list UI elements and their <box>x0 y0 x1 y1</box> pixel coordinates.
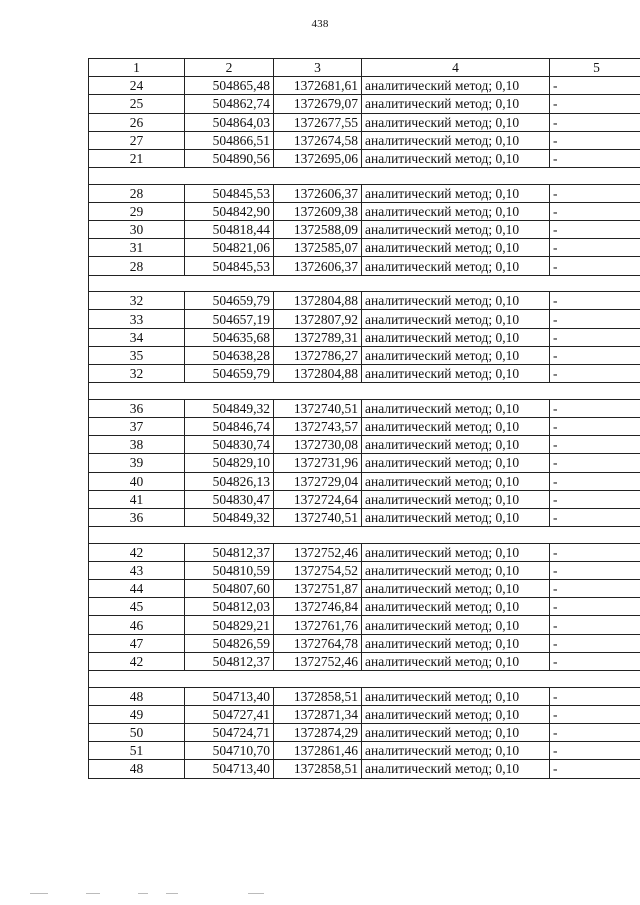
table-header-row <box>89 59 640 77</box>
page-number: 438 <box>311 18 329 30</box>
table-row <box>89 328 640 346</box>
y-coordinate-cell: 1372681,61 <box>274 77 362 95</box>
note-cell: - <box>550 436 640 454</box>
y-coordinate-cell: 1372609,38 <box>274 202 362 220</box>
y-coordinate-cell: 1372786,27 <box>274 346 362 364</box>
note-cell: - <box>550 365 640 383</box>
method-accuracy-cell: аналитический метод; 0,10 <box>362 310 550 328</box>
y-coordinate-cell: 1372789,31 <box>274 328 362 346</box>
point-number-cell: 42 <box>89 543 185 561</box>
point-number-cell: 32 <box>89 292 185 310</box>
method-accuracy-cell: аналитический метод; 0,10 <box>362 239 550 257</box>
point-number-cell: 27 <box>89 131 185 149</box>
method-accuracy-cell: аналитический метод; 0,10 <box>362 257 550 275</box>
method-accuracy-cell: аналитический метод; 0,10 <box>362 705 550 723</box>
note-cell: - <box>550 292 640 310</box>
note-cell: - <box>550 490 640 508</box>
note-cell: - <box>550 399 640 417</box>
method-accuracy-cell: аналитический метод; 0,10 <box>362 543 550 561</box>
note-cell: - <box>550 598 640 616</box>
x-coordinate-cell: 504810,59 <box>185 561 274 579</box>
note-cell: - <box>550 687 640 705</box>
header-cell-2: 2 <box>185 59 274 77</box>
table-row <box>89 221 640 239</box>
x-coordinate-cell: 504849,32 <box>185 399 274 417</box>
y-coordinate-cell: 1372606,37 <box>274 257 362 275</box>
x-coordinate-cell: 504826,59 <box>185 634 274 652</box>
note-cell: - <box>550 634 640 652</box>
x-coordinate-cell: 504710,70 <box>185 742 274 760</box>
x-coordinate-cell: 504638,28 <box>185 346 274 364</box>
y-coordinate-cell: 1372752,46 <box>274 652 362 670</box>
group-separator-row <box>89 527 640 544</box>
method-accuracy-cell: аналитический метод; 0,10 <box>362 742 550 760</box>
group-separator-row <box>89 168 640 185</box>
separator-cell <box>89 383 640 400</box>
y-coordinate-cell: 1372740,51 <box>274 508 362 526</box>
x-coordinate-cell: 504842,90 <box>185 202 274 220</box>
y-coordinate-cell: 1372858,51 <box>274 687 362 705</box>
point-number-cell: 35 <box>89 346 185 364</box>
point-number-cell: 32 <box>89 365 185 383</box>
table-row <box>89 417 640 435</box>
method-accuracy-cell: аналитический метод; 0,10 <box>362 328 550 346</box>
method-accuracy-cell: аналитический метод; 0,10 <box>362 436 550 454</box>
table-row <box>89 652 640 670</box>
table-row <box>89 239 640 257</box>
point-number-cell: 26 <box>89 113 185 131</box>
x-coordinate-cell: 504862,74 <box>185 95 274 113</box>
method-accuracy-cell: аналитический метод; 0,10 <box>362 149 550 167</box>
y-coordinate-cell: 1372740,51 <box>274 399 362 417</box>
y-coordinate-cell: 1372746,84 <box>274 598 362 616</box>
point-number-cell: 46 <box>89 616 185 634</box>
group-separator-row <box>89 275 640 292</box>
table-row <box>89 184 640 202</box>
point-number-cell: 30 <box>89 221 185 239</box>
note-cell: - <box>550 310 640 328</box>
method-accuracy-cell: аналитический метод; 0,10 <box>362 417 550 435</box>
y-coordinate-cell: 1372761,76 <box>274 616 362 634</box>
table-row <box>89 454 640 472</box>
y-coordinate-cell: 1372585,07 <box>274 239 362 257</box>
x-coordinate-cell: 504830,74 <box>185 436 274 454</box>
note-cell: - <box>550 561 640 579</box>
point-number-cell: 48 <box>89 687 185 705</box>
header-cell-1: 1 <box>89 59 185 77</box>
method-accuracy-cell: аналитический метод; 0,10 <box>362 221 550 239</box>
point-number-cell: 39 <box>89 454 185 472</box>
point-number-cell: 48 <box>89 760 185 778</box>
x-coordinate-cell: 504812,03 <box>185 598 274 616</box>
y-coordinate-cell: 1372743,57 <box>274 417 362 435</box>
note-cell: - <box>550 508 640 526</box>
method-accuracy-cell: аналитический метод; 0,10 <box>362 598 550 616</box>
table-row <box>89 508 640 526</box>
table-row <box>89 561 640 579</box>
method-accuracy-cell: аналитический метод; 0,10 <box>362 113 550 131</box>
point-number-cell: 36 <box>89 399 185 417</box>
note-cell: - <box>550 723 640 741</box>
y-coordinate-cell: 1372861,46 <box>274 742 362 760</box>
table-row <box>89 149 640 167</box>
x-coordinate-cell: 504846,74 <box>185 417 274 435</box>
note-cell: - <box>550 77 640 95</box>
x-coordinate-cell: 504830,47 <box>185 490 274 508</box>
note-cell: - <box>550 239 640 257</box>
table-row <box>89 490 640 508</box>
table-row <box>89 399 640 417</box>
table-row <box>89 580 640 598</box>
x-coordinate-cell: 504829,21 <box>185 616 274 634</box>
method-accuracy-cell: аналитический метод; 0,10 <box>362 131 550 149</box>
table-row <box>89 346 640 364</box>
x-coordinate-cell: 504659,79 <box>185 292 274 310</box>
table-row <box>89 598 640 616</box>
point-number-cell: 45 <box>89 598 185 616</box>
point-number-cell: 44 <box>89 580 185 598</box>
y-coordinate-cell: 1372751,87 <box>274 580 362 598</box>
table-row <box>89 472 640 490</box>
table-row <box>89 436 640 454</box>
y-coordinate-cell: 1372804,88 <box>274 292 362 310</box>
note-cell: - <box>550 652 640 670</box>
y-coordinate-cell: 1372807,92 <box>274 310 362 328</box>
method-accuracy-cell: аналитический метод; 0,10 <box>362 723 550 741</box>
note-cell: - <box>550 742 640 760</box>
note-cell: - <box>550 472 640 490</box>
x-coordinate-cell: 504713,40 <box>185 760 274 778</box>
note-cell: - <box>550 328 640 346</box>
x-coordinate-cell: 504812,37 <box>185 652 274 670</box>
x-coordinate-cell: 504829,10 <box>185 454 274 472</box>
method-accuracy-cell: аналитический метод; 0,10 <box>362 454 550 472</box>
table-row <box>89 257 640 275</box>
point-number-cell: 34 <box>89 328 185 346</box>
x-coordinate-cell: 504724,71 <box>185 723 274 741</box>
table-row <box>89 95 640 113</box>
y-coordinate-cell: 1372874,29 <box>274 723 362 741</box>
table-row <box>89 131 640 149</box>
y-coordinate-cell: 1372754,52 <box>274 561 362 579</box>
y-coordinate-cell: 1372731,96 <box>274 454 362 472</box>
x-coordinate-cell: 504657,19 <box>185 310 274 328</box>
y-coordinate-cell: 1372695,06 <box>274 149 362 167</box>
table-row <box>89 760 640 778</box>
separator-cell <box>89 671 640 688</box>
method-accuracy-cell: аналитический метод; 0,10 <box>362 508 550 526</box>
y-coordinate-cell: 1372858,51 <box>274 760 362 778</box>
method-accuracy-cell: аналитический метод; 0,10 <box>362 616 550 634</box>
note-cell: - <box>550 113 640 131</box>
method-accuracy-cell: аналитический метод; 0,10 <box>362 472 550 490</box>
y-coordinate-cell: 1372730,08 <box>274 436 362 454</box>
method-accuracy-cell: аналитический метод; 0,10 <box>362 580 550 598</box>
y-coordinate-cell: 1372871,34 <box>274 705 362 723</box>
x-coordinate-cell: 504659,79 <box>185 365 274 383</box>
method-accuracy-cell: аналитический метод; 0,10 <box>362 292 550 310</box>
x-coordinate-cell: 504826,13 <box>185 472 274 490</box>
table-row <box>89 543 640 561</box>
point-number-cell: 38 <box>89 436 185 454</box>
table-row <box>89 616 640 634</box>
x-coordinate-cell: 504845,53 <box>185 257 274 275</box>
point-number-cell: 36 <box>89 508 185 526</box>
point-number-cell: 25 <box>89 95 185 113</box>
note-cell: - <box>550 221 640 239</box>
point-number-cell: 47 <box>89 634 185 652</box>
y-coordinate-cell: 1372588,09 <box>274 221 362 239</box>
y-coordinate-cell: 1372606,37 <box>274 184 362 202</box>
header-cell-4: 4 <box>362 59 550 77</box>
note-cell: - <box>550 543 640 561</box>
table-row <box>89 310 640 328</box>
x-coordinate-cell: 504807,60 <box>185 580 274 598</box>
table-row <box>89 292 640 310</box>
note-cell: - <box>550 580 640 598</box>
point-number-cell: 28 <box>89 257 185 275</box>
x-coordinate-cell: 504890,56 <box>185 149 274 167</box>
method-accuracy-cell: аналитический метод; 0,10 <box>362 365 550 383</box>
note-cell: - <box>550 346 640 364</box>
table-body <box>89 59 640 779</box>
point-number-cell: 33 <box>89 310 185 328</box>
point-number-cell: 28 <box>89 184 185 202</box>
method-accuracy-cell: аналитический метод; 0,10 <box>362 561 550 579</box>
x-coordinate-cell: 504865,48 <box>185 77 274 95</box>
table-row <box>89 634 640 652</box>
group-separator-row <box>89 383 640 400</box>
table-row <box>89 705 640 723</box>
point-number-cell: 37 <box>89 417 185 435</box>
table-row <box>89 77 640 95</box>
method-accuracy-cell: аналитический метод; 0,10 <box>362 202 550 220</box>
point-number-cell: 24 <box>89 77 185 95</box>
table-row <box>89 365 640 383</box>
separator-cell <box>89 275 640 292</box>
table-row <box>89 723 640 741</box>
note-cell: - <box>550 202 640 220</box>
x-coordinate-cell: 504812,37 <box>185 543 274 561</box>
y-coordinate-cell: 1372764,78 <box>274 634 362 652</box>
point-number-cell: 31 <box>89 239 185 257</box>
y-coordinate-cell: 1372677,55 <box>274 113 362 131</box>
table-row <box>89 687 640 705</box>
y-coordinate-cell: 1372679,07 <box>274 95 362 113</box>
separator-cell <box>89 527 640 544</box>
method-accuracy-cell: аналитический метод; 0,10 <box>362 687 550 705</box>
table-row <box>89 113 640 131</box>
point-number-cell: 21 <box>89 149 185 167</box>
point-number-cell: 43 <box>89 561 185 579</box>
x-coordinate-cell: 504818,44 <box>185 221 274 239</box>
y-coordinate-cell: 1372729,04 <box>274 472 362 490</box>
point-number-cell: 41 <box>89 490 185 508</box>
table-row <box>89 742 640 760</box>
point-number-cell: 50 <box>89 723 185 741</box>
note-cell: - <box>550 760 640 778</box>
point-number-cell: 49 <box>89 705 185 723</box>
y-coordinate-cell: 1372752,46 <box>274 543 362 561</box>
y-coordinate-cell: 1372724,64 <box>274 490 362 508</box>
x-coordinate-cell: 504845,53 <box>185 184 274 202</box>
note-cell: - <box>550 257 640 275</box>
note-cell: - <box>550 705 640 723</box>
method-accuracy-cell: аналитический метод; 0,10 <box>362 634 550 652</box>
header-cell-5: 5 <box>550 59 640 77</box>
x-coordinate-cell: 504727,41 <box>185 705 274 723</box>
method-accuracy-cell: аналитический метод; 0,10 <box>362 652 550 670</box>
method-accuracy-cell: аналитический метод; 0,10 <box>362 399 550 417</box>
x-coordinate-cell: 504866,51 <box>185 131 274 149</box>
x-coordinate-cell: 504849,32 <box>185 508 274 526</box>
group-separator-row <box>89 671 640 688</box>
method-accuracy-cell: аналитический метод; 0,10 <box>362 760 550 778</box>
method-accuracy-cell: аналитический метод; 0,10 <box>362 346 550 364</box>
note-cell: - <box>550 417 640 435</box>
note-cell: - <box>550 184 640 202</box>
header-cell-3: 3 <box>274 59 362 77</box>
method-accuracy-cell: аналитический метод; 0,10 <box>362 184 550 202</box>
y-coordinate-cell: 1372804,88 <box>274 365 362 383</box>
footer-scan-marks <box>30 893 290 897</box>
coordinates-table <box>88 58 640 779</box>
table-row <box>89 202 640 220</box>
note-cell: - <box>550 131 640 149</box>
note-cell: - <box>550 616 640 634</box>
y-coordinate-cell: 1372674,58 <box>274 131 362 149</box>
point-number-cell: 51 <box>89 742 185 760</box>
note-cell: - <box>550 95 640 113</box>
method-accuracy-cell: аналитический метод; 0,10 <box>362 95 550 113</box>
x-coordinate-cell: 504821,06 <box>185 239 274 257</box>
method-accuracy-cell: аналитический метод; 0,10 <box>362 77 550 95</box>
point-number-cell: 40 <box>89 472 185 490</box>
method-accuracy-cell: аналитический метод; 0,10 <box>362 490 550 508</box>
note-cell: - <box>550 149 640 167</box>
point-number-cell: 29 <box>89 202 185 220</box>
x-coordinate-cell: 504864,03 <box>185 113 274 131</box>
note-cell: - <box>550 454 640 472</box>
x-coordinate-cell: 504713,40 <box>185 687 274 705</box>
separator-cell <box>89 168 640 185</box>
point-number-cell: 42 <box>89 652 185 670</box>
x-coordinate-cell: 504635,68 <box>185 328 274 346</box>
